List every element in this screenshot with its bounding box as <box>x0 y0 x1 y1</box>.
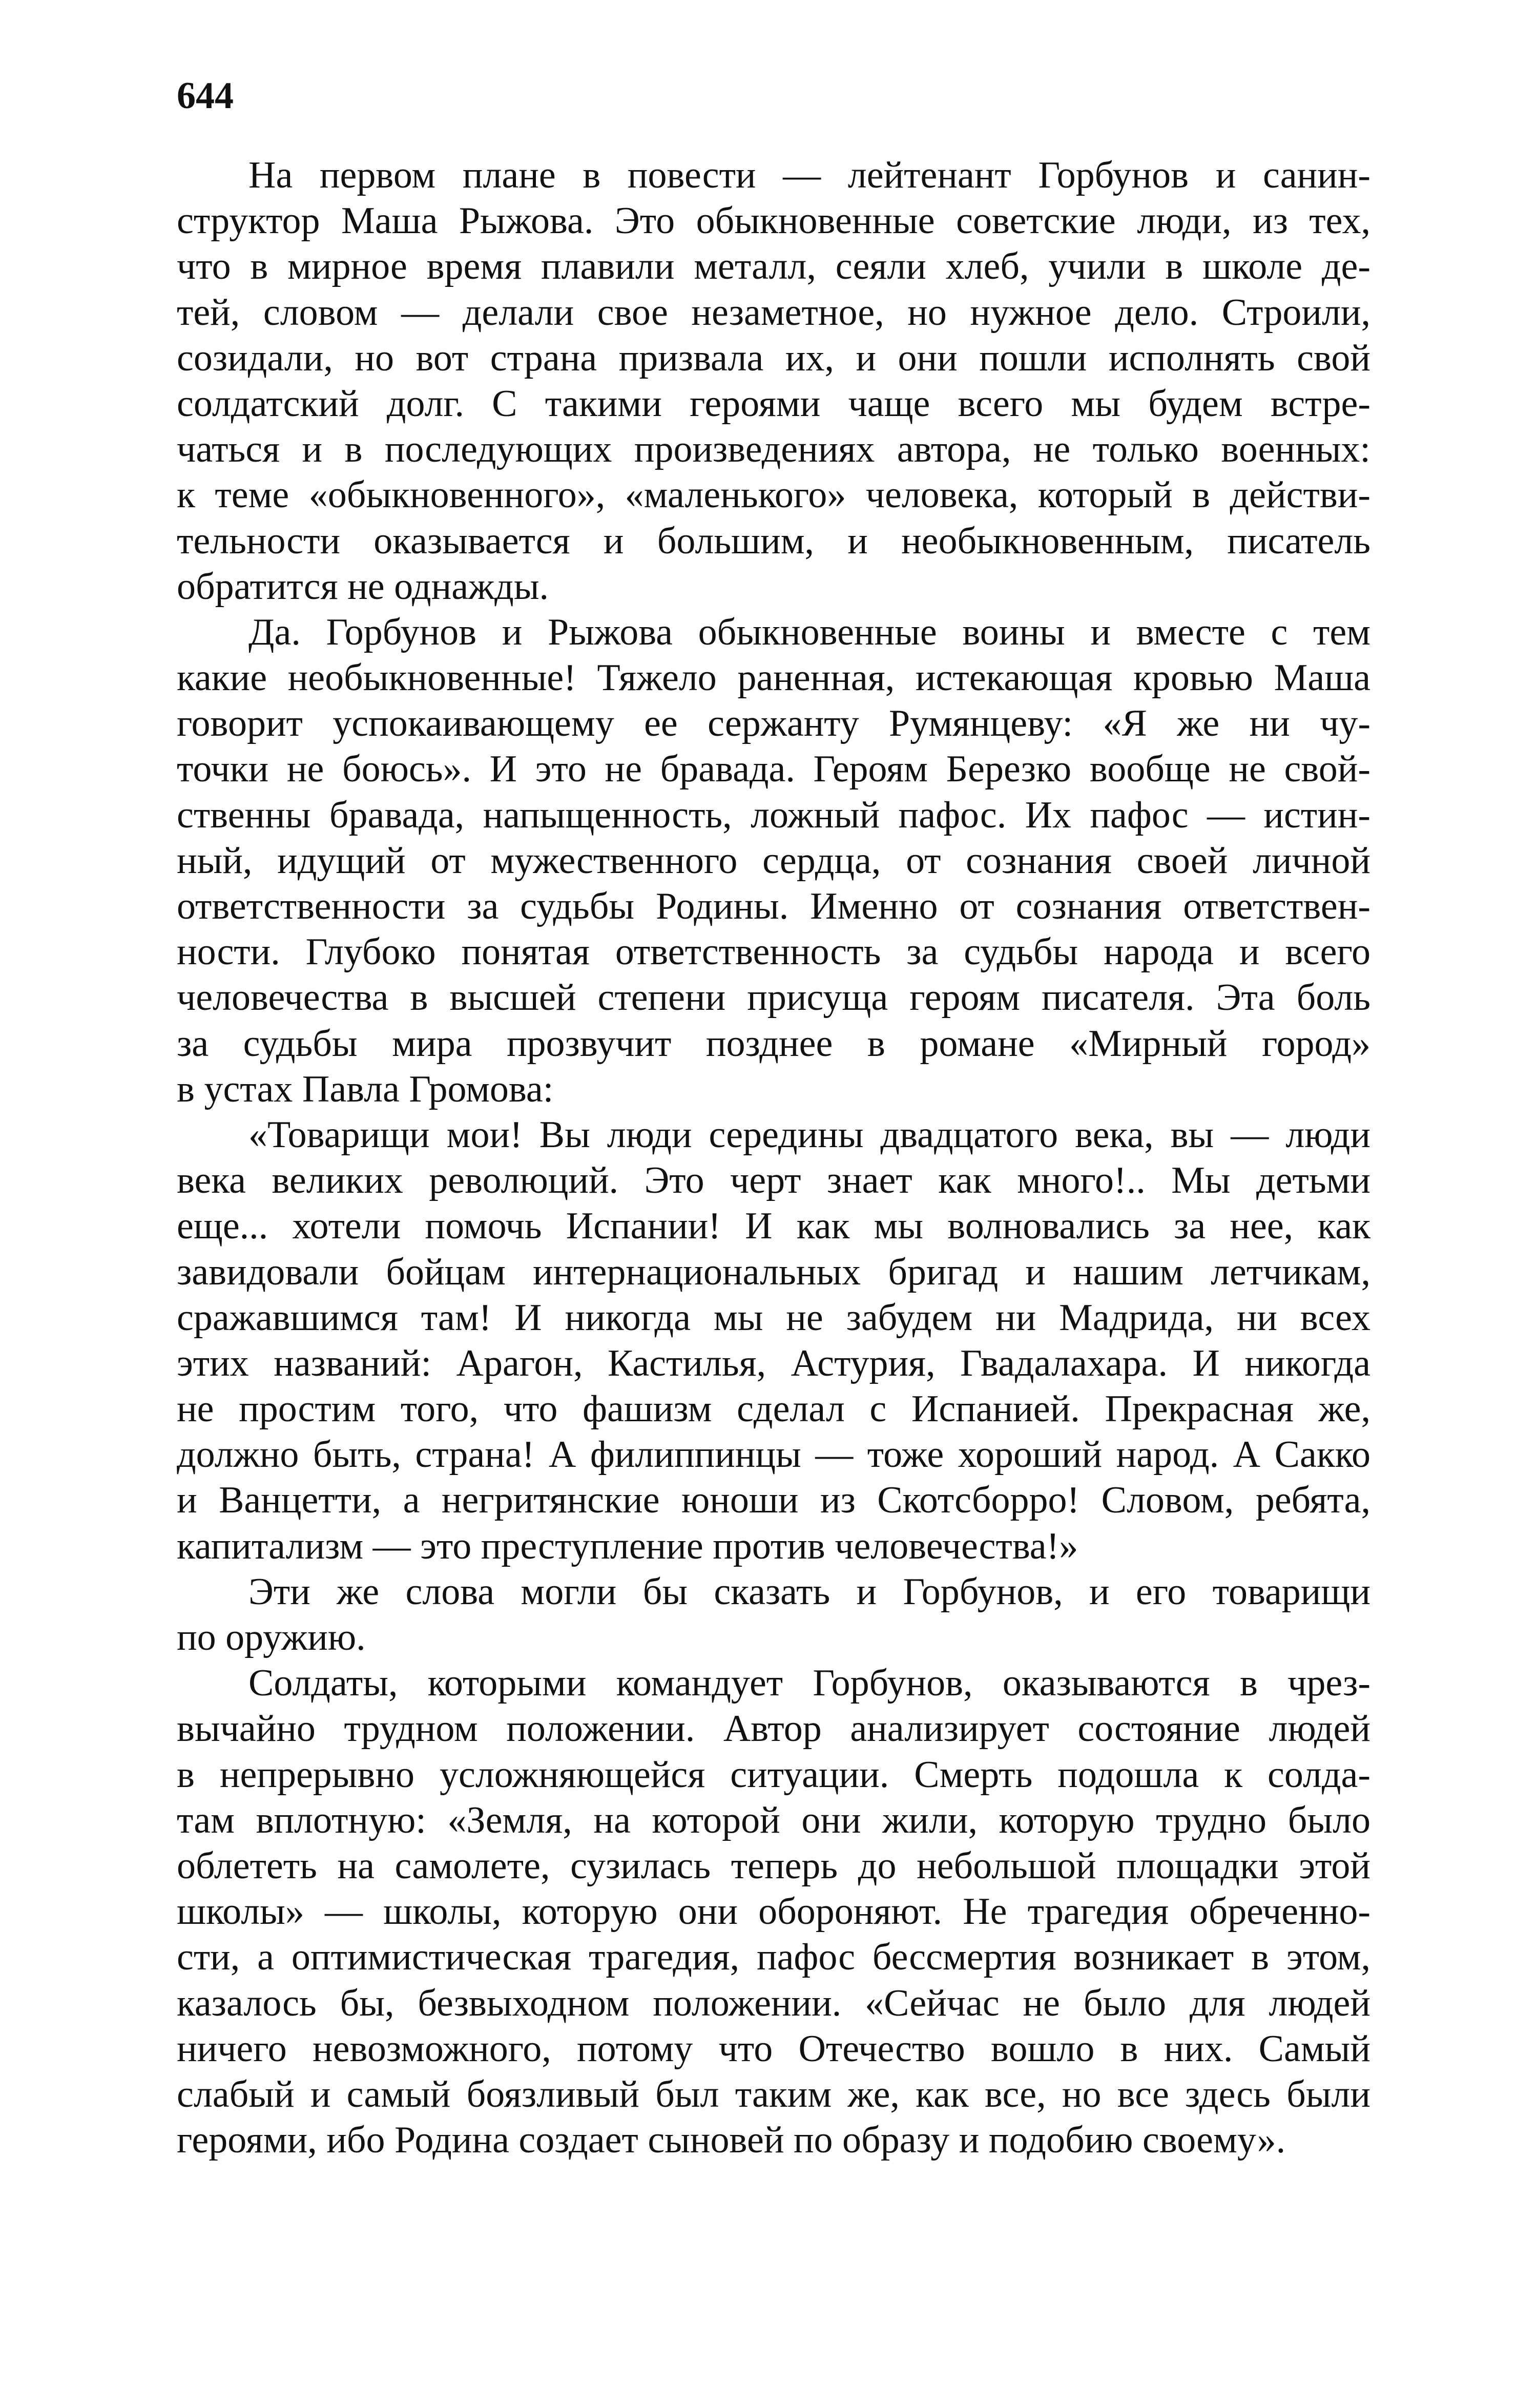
text-line: по оружию. <box>177 1616 366 1658</box>
text-line: солдатский долг. С такими героями чаще всего мы будем встре- <box>177 382 1370 425</box>
text-line: капитализм — это преступление против человечества!» <box>177 1525 1078 1567</box>
text-line: завидовали бойцам интернациональных бригад и нашим летчикам, <box>177 1251 1370 1293</box>
text-line: облететь на самолете, сузилась теперь до небольшой площадки этой <box>177 1844 1370 1887</box>
text-line: этих названий: Арагон, Кастилья, Астурия, Гвадалахара. И никогда <box>177 1342 1370 1384</box>
text-line: ничего невозможного, потому что Отечество вошло в них. Самый <box>177 2027 1370 2070</box>
text-line: героями, ибо Родина создает сыновей по образу и подобию своему». <box>177 2119 1286 2162</box>
text-line: ный, идущий от мужественного сердца, от сознания своей личной <box>177 839 1370 882</box>
text-line: какие необыкновенные! Тяжело раненная, истекающая кровью Маша <box>177 657 1370 699</box>
text-line: человечества в высшей степени присуща героям писателя. Эта боль <box>177 977 1370 1019</box>
text-line: за судьбы мира прозвучит позднее в романе «Мирный город» <box>177 1022 1370 1065</box>
text-line: должно быть, страна! А филиппинцы — тоже хороший народ. А Сакко <box>177 1434 1370 1476</box>
text-line: школы» — школы, которую они обороняют. Не трагедия обреченно- <box>177 1891 1370 1933</box>
text-line: «Товарищи мои! Вы люди середины двадцатого века, вы — люди <box>248 1113 1370 1156</box>
text-line: точки не боюсь». И это не бравада. Героям Березко вообще не свой- <box>177 748 1370 791</box>
text-line: структор Маша Рыжова. Это обыкновенные советские люди, из тех, <box>177 200 1370 242</box>
text-line: не простим того, что фашизм сделал с Испанией. Прекрасная же, <box>177 1388 1370 1430</box>
text-line: чаться и в последующих произведениях автора, не только военных: <box>177 428 1370 471</box>
text-line: тельности оказывается и большим, и необыкновенным, писатель <box>177 520 1370 562</box>
text-line: Да. Горбунов и Рыжова обыкновенные воины и вместе с тем <box>248 611 1370 653</box>
text-line: Солдаты, которыми командует Горбунов, оказываются в чрез- <box>248 1662 1370 1705</box>
text-line: к теме «обыкновенного», «маленького» человека, который в действи- <box>177 474 1370 516</box>
text-line: сти, а оптимистическая трагедия, пафос бессмертия возникает в этом, <box>177 1936 1370 1979</box>
text-line: еще... хотели помочь Испании! И как мы волновались за нее, как <box>177 1205 1370 1248</box>
text-line: обратится не однажды. <box>177 565 549 608</box>
text-line: сражавшимся там! И никогда мы не забудем ни Мадрида, ни всех <box>177 1296 1370 1339</box>
text-line: На первом плане в повести — лейтенант Горбунов и санин- <box>248 154 1370 196</box>
text-line: тей, словом — делали свое незаметное, но нужное дело. Строили, <box>177 291 1370 334</box>
text-line: созидали, но вот страна призвала их, и они пошли исполнять свой <box>177 337 1370 379</box>
text-line: там вплотную: «Земля, на которой они жили, которую трудно было <box>177 1799 1370 1841</box>
text-line: слабый и самый боязливый был таким же, как все, но все здесь были <box>177 2073 1370 2115</box>
text-line: казалось бы, безвыходном положении. «Сейчас не было для людей <box>177 1982 1370 2024</box>
text-line: говорит успокаивающему ее сержанту Румянцеву: «Я же ни чу- <box>177 702 1370 745</box>
text-line: что в мирное время плавили металл, сеяли хлеб, учили в школе де- <box>177 245 1370 288</box>
text-line: ответственности за судьбы Родины. Именно от сознания ответствен- <box>177 885 1370 927</box>
text-line: века великих революций. Это черт знает как много!.. Мы детьми <box>177 1159 1370 1202</box>
text-line: вычайно трудном положении. Автор анализирует состояние людей <box>177 1708 1370 1750</box>
text-line: Эти же слова могли бы сказать и Горбунов, и его товарищи <box>248 1570 1370 1613</box>
text-line: в непрерывно усложняющейся ситуации. Смерть подошла к солда- <box>177 1753 1370 1796</box>
text-line: ственны бравада, напыщенность, ложный пафос. Их пафос — истин- <box>177 794 1370 836</box>
body-text <box>177 153 1370 2163</box>
page-number: 644 <box>177 75 234 117</box>
text-line: в устах Павла Громова: <box>177 1068 554 1110</box>
text-line: ности. Глубоко понятая ответственность за судьбы народа и всего <box>177 931 1370 973</box>
text-line: и Ванцетти, а негритянские юноши из Скотсборро! Словом, ребята, <box>177 1479 1370 1522</box>
